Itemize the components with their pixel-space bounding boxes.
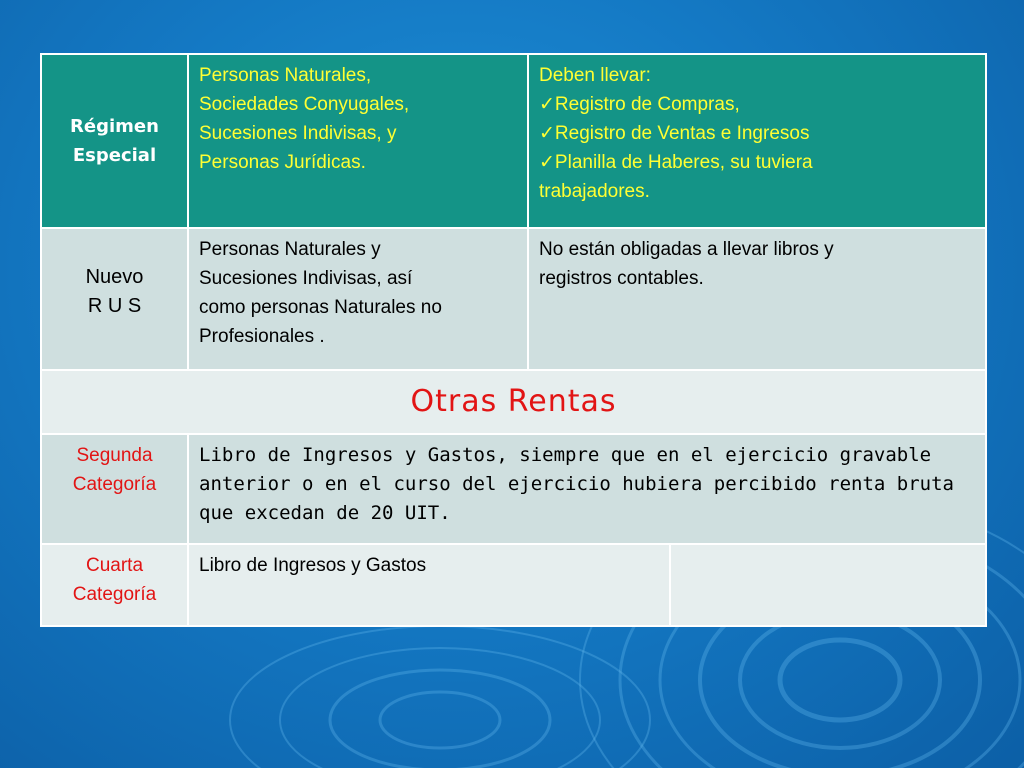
regimen-table [40,53,987,627]
text-line: Sucesiones Indivisas, y [199,123,397,144]
text-line: trabajadores. [539,181,650,202]
label-line: Cuarta [85,555,144,576]
checklist-item-text: Registro de Ventas e Ingresos [554,123,810,144]
checklist-item [539,90,975,119]
text-line: registros contables. [539,268,704,289]
libros-regimen-especial [528,54,986,228]
label-line: Categoría [72,474,157,495]
checklist-item-text: Registro de Compras, [554,94,740,115]
row-regimen-especial [41,54,986,228]
checklist-item [539,119,975,148]
text-line: que excedan de 20 UIT. [199,502,451,524]
label-line: Categoría [72,584,157,605]
text-line: No están obligadas a llevar libros y [539,239,834,260]
segunda-categoria-text [188,434,986,544]
row-segunda-categoria [41,434,986,544]
intro-text: Deben llevar: [539,65,651,86]
label-line: R U S [87,295,142,317]
text-line: Profesionales . [199,326,325,347]
label-line: Especial [72,145,157,166]
row-nuevo-rus [41,228,986,370]
label-segunda-categoria [41,434,188,544]
obligacion-nuevo-rus [528,228,986,370]
checkmark-icon [539,94,555,115]
checklist-item-text: Planilla de Haberes, su tuviera [554,152,813,173]
text-line: Libro de Ingresos y Gastos [199,555,427,576]
empty-cell [670,544,986,626]
row-otras-rentas [41,370,986,434]
label-regimen-especial [41,54,188,228]
text-line: Personas Naturales, [199,65,372,86]
text-line: como personas Naturales no [199,297,442,318]
text-line: Sucesiones Indivisas, así [199,268,413,289]
section-title: Otras Rentas [410,384,617,419]
quienes-regimen-especial [188,54,528,228]
text-line: Sociedades Conyugales, [199,94,410,115]
label-line: Segunda [76,445,153,466]
label-cuarta-categoria [41,544,188,626]
checklist-item [539,148,975,177]
label-line: Nuevo [85,266,144,288]
cuarta-categoria-text [188,544,670,626]
text-line: Personas Jurídicas. [199,152,366,173]
quienes-nuevo-rus [188,228,528,370]
text-line: Libro de Ingresos y Gastos, siempre que en el ejercicio gravable [199,444,932,466]
label-nuevo-rus [41,228,188,370]
label-line: Régimen [70,116,159,137]
row-cuarta-categoria [41,544,986,626]
text-line: anterior o en el curso del ejercicio hubiera percibido renta bruta [199,473,954,495]
text-line: Personas Naturales y [199,239,381,260]
otras-rentas-header [41,370,986,434]
checkmark-icon [539,152,555,173]
checkmark-icon [539,123,555,144]
